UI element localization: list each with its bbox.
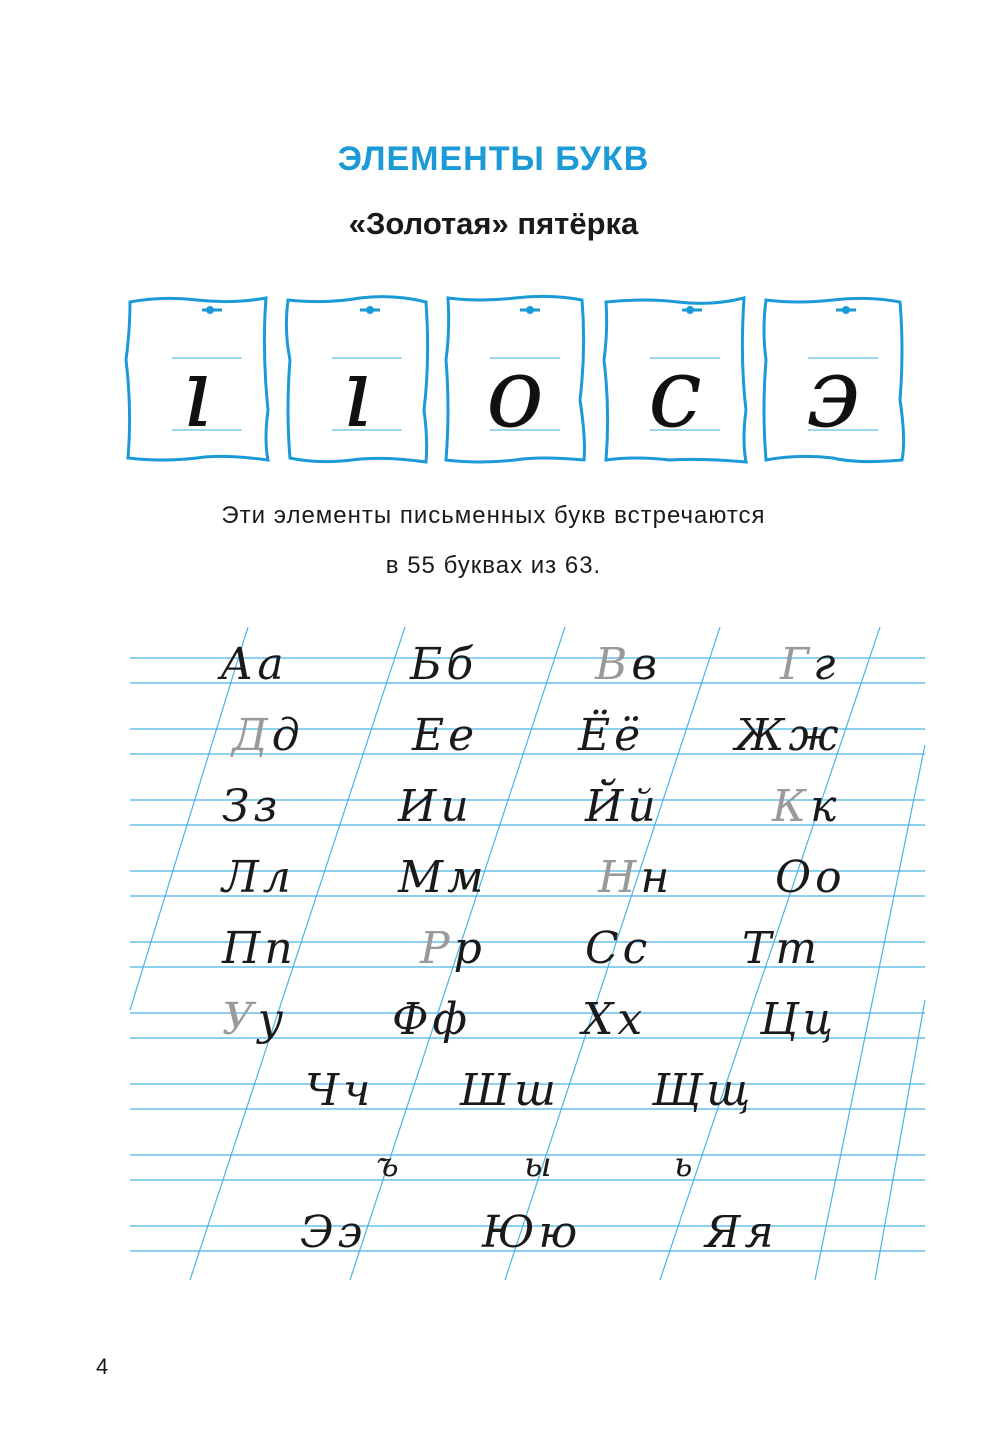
letter-pair-m bbox=[398, 853, 484, 903]
letter-pair-shch bbox=[652, 1066, 750, 1116]
letter-lower: в bbox=[631, 639, 657, 690]
letter-upper: Ж bbox=[735, 710, 785, 761]
letter-lower: а bbox=[257, 639, 284, 690]
letter-pair-l bbox=[222, 853, 291, 903]
letter-lower: ж bbox=[788, 710, 839, 761]
letter-upper: В bbox=[595, 639, 628, 690]
letter-pair-p bbox=[222, 924, 293, 974]
letter-lower: т bbox=[775, 923, 818, 974]
letter-pair-ch bbox=[305, 1066, 370, 1116]
letter-pair-t bbox=[742, 924, 817, 974]
letter-pair-ts bbox=[760, 995, 833, 1045]
letter-upper: Б bbox=[410, 639, 443, 690]
element-glyph: c bbox=[648, 337, 702, 449]
letter-upper: Ю bbox=[482, 1207, 535, 1258]
page-number: 4 bbox=[96, 1354, 109, 1379]
letter-pair-kh bbox=[582, 995, 642, 1045]
letter-lower: ъ bbox=[376, 1145, 399, 1185]
letter-upper: Ц bbox=[760, 994, 799, 1045]
letter-yery bbox=[520, 1140, 552, 1190]
letter-upper: Д bbox=[232, 710, 268, 761]
letter-lower: р bbox=[453, 923, 482, 974]
letter-soft-sign bbox=[670, 1140, 693, 1190]
letter-lower: н bbox=[640, 852, 670, 903]
letter-pair-o bbox=[775, 853, 842, 903]
letter-lower: ё bbox=[614, 710, 641, 761]
letter-upper: К bbox=[772, 781, 807, 832]
letter-pair-e bbox=[412, 711, 474, 761]
letter-lower: х bbox=[617, 994, 643, 1045]
letter-lower: п bbox=[264, 923, 293, 974]
letter-lower: и bbox=[440, 781, 469, 832]
letter-lower: я bbox=[744, 1207, 774, 1258]
letter-upper: Й bbox=[585, 781, 624, 832]
letter-lower: ю bbox=[538, 1207, 578, 1258]
letter-pair-ya bbox=[705, 1208, 774, 1258]
description-line-1: Эти элементы письменных букв встречаются bbox=[221, 502, 766, 529]
letter-upper: П bbox=[222, 923, 261, 974]
letter-lower: ф bbox=[432, 994, 467, 1045]
letter-pair-g bbox=[780, 640, 835, 690]
letter-lower: ь bbox=[674, 1145, 693, 1185]
letter-upper: С bbox=[585, 923, 619, 974]
letter-pair-b bbox=[410, 640, 473, 690]
letter-pair-f bbox=[392, 995, 467, 1045]
letter-upper: У bbox=[222, 994, 254, 1045]
letter-lower: г bbox=[813, 639, 836, 690]
letter-lower: щ bbox=[706, 1065, 751, 1116]
letter-lower: м bbox=[447, 852, 484, 903]
element-glyph: ı bbox=[181, 337, 213, 449]
letter-upper: Г bbox=[780, 639, 810, 690]
description-line-2: в 55 буквах из 63. bbox=[385, 552, 602, 579]
letter-upper: Ф bbox=[392, 994, 429, 1045]
letter-lower: о bbox=[815, 852, 842, 903]
letter-upper: Н bbox=[598, 852, 637, 903]
letter-upper: З bbox=[222, 781, 250, 832]
letter-lower: ы bbox=[524, 1145, 552, 1185]
letter-upper: Х bbox=[582, 994, 614, 1045]
letter-lower: б bbox=[446, 639, 474, 690]
letter-upper: Ё bbox=[578, 710, 611, 761]
letter-lower: й bbox=[627, 781, 656, 832]
letter-upper: М bbox=[398, 852, 444, 903]
letter-lower: ч bbox=[343, 1065, 371, 1116]
element-glyph: o bbox=[486, 337, 544, 449]
letter-pair-a bbox=[220, 640, 284, 690]
letter-pair-v bbox=[595, 640, 657, 690]
letter-upper: Л bbox=[222, 852, 259, 903]
letter-pair-r bbox=[420, 924, 482, 974]
letter-upper: Щ bbox=[652, 1065, 703, 1116]
letter-pair-sh bbox=[460, 1066, 556, 1116]
letter-lower: у bbox=[257, 994, 284, 1045]
letter-pair-s bbox=[585, 924, 647, 974]
letter-lower: э bbox=[337, 1207, 363, 1258]
page-subtitle: «Золотая» пятёрка bbox=[348, 206, 639, 241]
letter-pair-u bbox=[222, 995, 283, 1045]
letter-upper: Ч bbox=[305, 1065, 340, 1116]
letter-pair-yo bbox=[578, 711, 640, 761]
letter-pair-k bbox=[772, 782, 836, 832]
letter-pair-d bbox=[232, 711, 300, 761]
letter-upper: Я bbox=[705, 1207, 741, 1258]
letter-lower: ш bbox=[514, 1065, 556, 1116]
letter-pair-e-rev bbox=[300, 1208, 362, 1258]
element-glyph: э bbox=[806, 337, 860, 449]
letter-upper: Э bbox=[300, 1207, 334, 1258]
letter-upper: А bbox=[220, 639, 254, 690]
letter-lower: с bbox=[622, 923, 648, 974]
page-title: ЭЛЕМЕНТЫ БУКВ bbox=[337, 140, 650, 178]
letter-pair-i bbox=[398, 782, 469, 832]
letter-upper: Ш bbox=[460, 1065, 511, 1116]
letter-pair-zh bbox=[735, 711, 838, 761]
letter-pair-yu bbox=[482, 1208, 577, 1258]
letter-upper: О bbox=[775, 852, 812, 903]
element-glyph: ı bbox=[341, 337, 373, 449]
letter-lower: д bbox=[271, 710, 300, 761]
letter-lower: ц bbox=[802, 994, 834, 1045]
letter-lower: к bbox=[810, 781, 837, 832]
letter-lower: з bbox=[253, 781, 278, 832]
letter-hard-sign bbox=[372, 1140, 399, 1190]
letter-pair-iy bbox=[585, 782, 656, 832]
letter-lower: е bbox=[448, 710, 475, 761]
letter-upper: Е bbox=[412, 710, 445, 761]
letter-lower: л bbox=[262, 852, 291, 903]
letter-upper: И bbox=[398, 781, 437, 832]
letter-upper: Р bbox=[420, 923, 450, 974]
letter-pair-n bbox=[598, 853, 669, 903]
letter-upper: Т bbox=[742, 923, 772, 974]
letter-pair-z bbox=[222, 782, 277, 832]
